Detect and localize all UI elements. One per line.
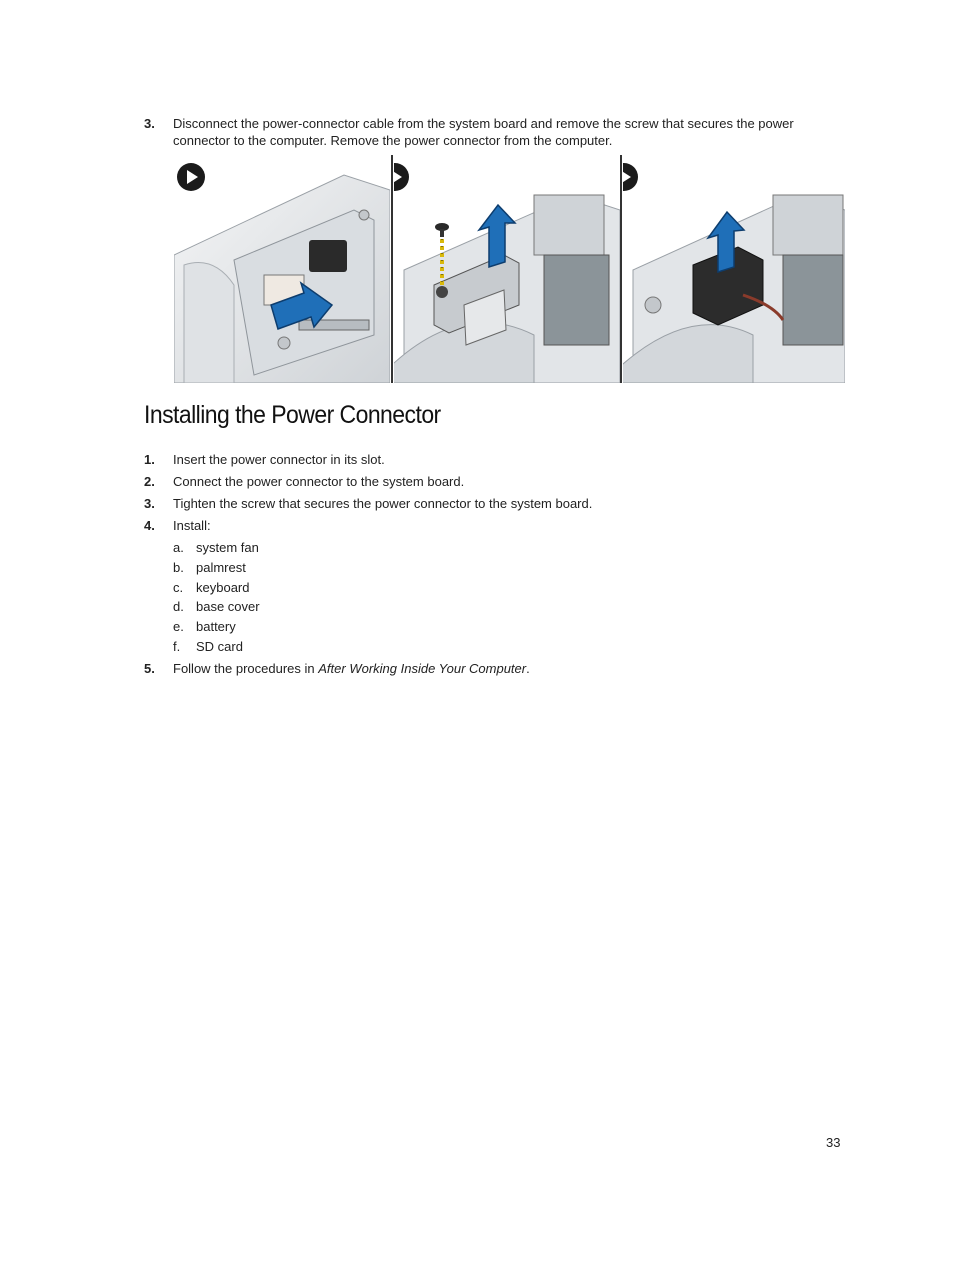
sub-item-letter: b.: [173, 560, 184, 575]
step-number: 4.: [144, 518, 155, 533]
step-text-suffix: .: [526, 661, 530, 676]
figure-divider-2: [620, 155, 622, 383]
figure-divider-1: [391, 155, 393, 383]
step-number: 3.: [144, 496, 155, 511]
sub-item-text: SD card: [196, 639, 243, 654]
step-text: Tighten the screw that secures the power connector to the system board.: [173, 496, 593, 511]
sub-item-letter: d.: [173, 599, 184, 614]
step-text: Connect the power connector to the system board.: [173, 474, 465, 489]
sub-item-text: keyboard: [196, 580, 250, 595]
sub-item-letter: f.: [173, 639, 181, 654]
play-icon: [177, 163, 205, 191]
step-number: 5.: [144, 661, 155, 676]
sub-item-letter: a.: [173, 540, 184, 555]
step-number: 1.: [144, 452, 155, 467]
removal-step-number: 3.: [144, 116, 155, 131]
sub-item-text: battery: [196, 619, 236, 634]
power-connector-removal-figure: [174, 155, 845, 383]
sub-item-text: system fan: [196, 540, 259, 555]
step-text: Install:: [173, 518, 211, 533]
sub-item-letter: c.: [173, 580, 184, 595]
step-text-prefix: Follow the procedures in: [173, 661, 319, 676]
removal-step-text: Disconnect the power-connector cable from the system board and remove the screw that secures the power connector to the computer. Remove the power connector from the computer.: [173, 116, 794, 148]
step-text: Insert the power connector in its slot.: [173, 452, 385, 467]
sub-item-letter: e.: [173, 619, 184, 634]
sub-item-text: palmrest: [196, 560, 246, 575]
section-title: Installing the Power Connector: [144, 401, 441, 429]
figure-panel-3: [623, 155, 845, 383]
step-number: 2.: [144, 474, 155, 489]
cross-reference-link[interactable]: After Working Inside Your Computer: [318, 661, 527, 676]
page-number: 33: [826, 1135, 841, 1150]
figure-panel-2: [394, 155, 620, 383]
sub-item-text: base cover: [196, 599, 260, 614]
step-text: [173, 661, 530, 676]
panel-1-illustration: [174, 155, 390, 383]
panel-2-illustration: [394, 155, 620, 383]
figure-panel-1: [174, 155, 390, 383]
panel-3-illustration: [623, 155, 845, 383]
